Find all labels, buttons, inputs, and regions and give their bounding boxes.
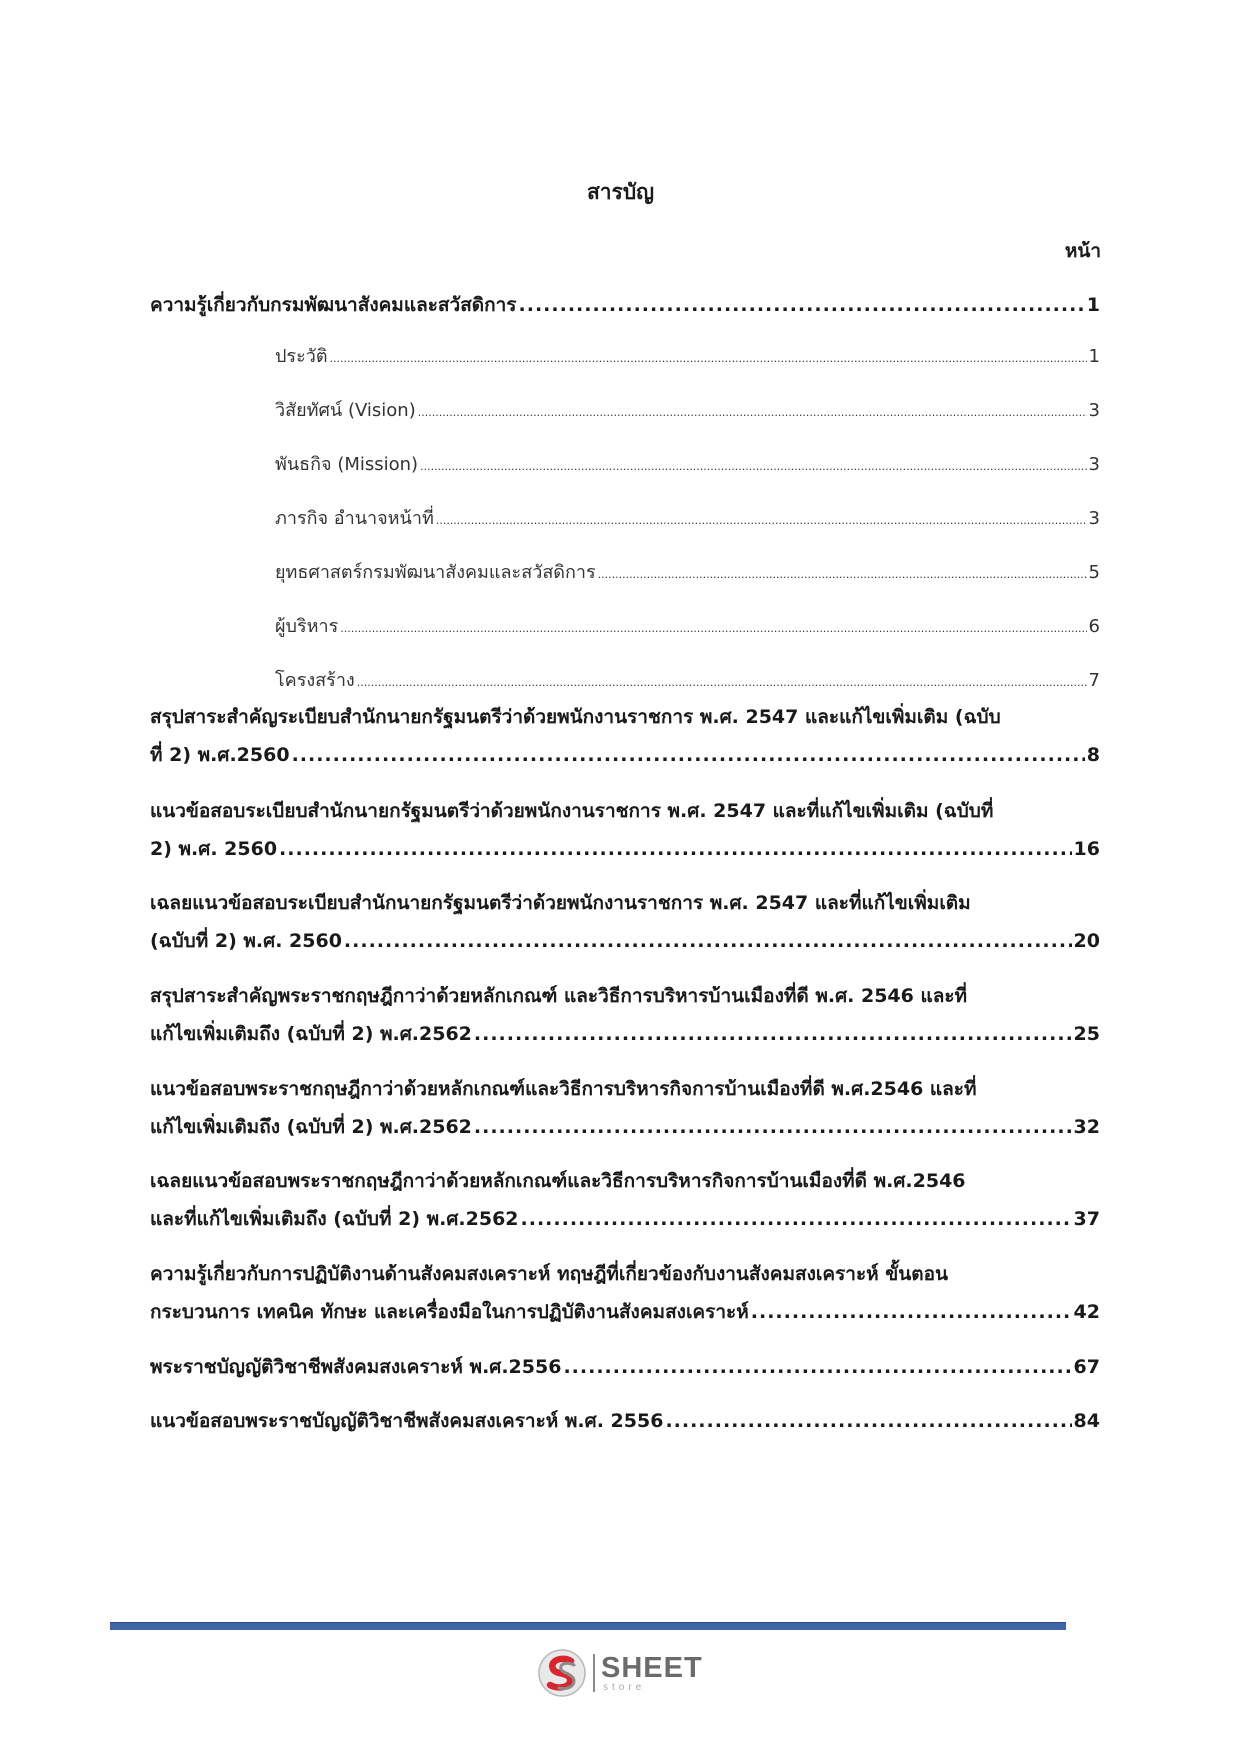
dot-leader <box>563 1348 1071 1386</box>
footer-divider <box>110 1622 1066 1630</box>
toc-entry-title: ยุทธศาสตร์กรมพัฒนาสังคมและสวัสดิการ <box>275 562 596 583</box>
toc-entry-title: กระบวนการ เทคนิค ทักษะ และเครื่องมือในการปฏิบัติงานสังคมสงเคราะห์ <box>150 1301 749 1323</box>
page-title: สารบัญ <box>586 180 655 204</box>
toc-entry <box>150 1255 1100 1331</box>
toc-entry <box>150 286 1100 324</box>
toc-entry <box>150 1348 1100 1386</box>
footer-logo <box>537 1648 703 1698</box>
toc-entry <box>150 1162 1100 1238</box>
toc-page-number: 32 <box>1073 1116 1100 1138</box>
toc-entry-title: แก้ไขเพิ่มเติมถึง (ฉบับที่ 2) พ.ศ.2562 <box>150 1116 472 1138</box>
page-column-label: หน้า <box>1064 240 1101 262</box>
toc-entry-title-line: ความรู้เกี่ยวกับการปฏิบัติงานด้านสังคมสงเคราะห์ ทฤษฎีที่เกี่ยวข้องกับงานสังคมสงเคราะห์ ขั้นตอน <box>150 1263 948 1285</box>
toc-entry-title: และที่แก้ไขเพิ่มเติมถึง (ฉบับที่ 2) พ.ศ.2562 <box>150 1208 519 1230</box>
dot-leader <box>357 664 1087 702</box>
toc-subentry <box>275 446 1100 486</box>
toc-page-number: 20 <box>1073 930 1100 952</box>
toc-entry-title: แก้ไขเพิ่มเติมถึง (ฉบับที่ 2) พ.ศ.2562 <box>150 1023 472 1045</box>
toc-entry <box>150 698 1100 774</box>
toc-entry-title: ภารกิจ อำนาจหน้าที่ <box>275 508 434 529</box>
toc-page-number: 25 <box>1073 1023 1100 1045</box>
toc-entry-title-line: สรุปสาระสำคัญระเบียบสำนักนายกรัฐมนตรีว่าด้วยพนักงานราชการ พ.ศ. 2547 และแก้ไขเพิ่มเติม (ฉบับ <box>150 706 1001 728</box>
toc-page-number: 5 <box>1088 562 1100 583</box>
toc-entry-title-line: เฉลยแนวข้อสอบระเบียบสำนักนายกรัฐมนตรีว่าด้วยพนักงานราชการ พ.ศ. 2547 และที่แก้ไขเพิ่มเติม <box>150 892 971 914</box>
toc-page-number: 7 <box>1088 670 1100 691</box>
dot-leader <box>420 448 1086 486</box>
toc-entry-title: พันธกิจ (Mission) <box>275 454 419 475</box>
toc-page-number: 1 <box>1086 294 1100 316</box>
toc-entry-title-line: แนวข้อสอบระเบียบสำนักนายกรัฐมนตรีว่าด้วยพนักงานราชการ พ.ศ. 2547 และที่แก้ไขเพิ่มเติม (ฉบับที่ <box>150 800 994 822</box>
toc-entry <box>150 977 1100 1053</box>
toc-entry-title: วิสัยทัศน์ (Vision) <box>275 400 416 421</box>
dot-leader <box>665 1402 1071 1440</box>
dot-leader <box>344 922 1072 960</box>
dot-leader <box>519 286 1085 324</box>
toc-page-number: 8 <box>1086 744 1100 766</box>
toc-subentry <box>275 662 1100 702</box>
dot-leader <box>521 1200 1072 1238</box>
toc-entry-title: พระราชบัญญัติวิชาชีพสังคมสงเคราะห์ พ.ศ.2556 <box>150 1356 562 1378</box>
toc-entry-title-line: เฉลยแนวข้อสอบพระราชกฤษฎีกาว่าด้วยหลักเกณฑ์และวิธีการบริหารกิจการบ้านเมืองที่ดี พ.ศ.2546 <box>150 1170 966 1192</box>
toc-page-number: 3 <box>1088 508 1100 529</box>
toc-entry-title-line: แนวข้อสอบพระราชกฤษฎีกาว่าด้วยหลักเกณฑ์และวิธีการบริหารกิจการบ้านเมืองที่ดี พ.ศ.2546 และที่ <box>150 1078 977 1100</box>
dot-leader <box>436 502 1087 540</box>
toc-page-number: 3 <box>1088 454 1100 475</box>
toc-entry-title: 2) พ.ศ. 2560 <box>150 838 278 860</box>
toc-entry <box>150 884 1100 960</box>
toc-subentry <box>275 500 1100 540</box>
toc-entry-title: ผู้บริหาร <box>275 616 339 637</box>
dot-leader <box>292 736 1085 774</box>
toc-subentry <box>275 554 1100 594</box>
logo-wordmark: SHEET <box>601 1651 703 1684</box>
toc-entry-title: ที่ 2) พ.ศ.2560 <box>150 744 290 766</box>
toc-entry-title: ความรู้เกี่ยวกับกรมพัฒนาสังคมและสวัสดิการ <box>150 294 517 316</box>
toc-page-number: 1 <box>1088 346 1100 367</box>
dot-leader <box>474 1015 1072 1053</box>
logo-subtext: store <box>603 1681 646 1693</box>
toc-page-number: 84 <box>1073 1410 1100 1432</box>
toc-entry <box>150 1070 1100 1146</box>
dot-leader <box>474 1108 1072 1146</box>
logo-separator <box>593 1654 595 1692</box>
toc-subentry <box>275 338 1100 378</box>
dot-leader <box>340 610 1086 648</box>
toc-page-number: 16 <box>1073 838 1100 860</box>
toc-page-number: 42 <box>1073 1301 1100 1323</box>
toc-subentry <box>275 392 1100 432</box>
dot-leader <box>279 830 1072 868</box>
toc-page-number: 3 <box>1088 400 1100 421</box>
toc-page-number: 37 <box>1073 1208 1100 1230</box>
toc-page-number: 67 <box>1073 1356 1100 1378</box>
dot-leader <box>418 394 1087 432</box>
sheet-store-logo-icon <box>537 1648 587 1698</box>
toc-entry-title: (ฉบับที่ 2) พ.ศ. 2560 <box>150 930 342 952</box>
toc-entry-title: แนวข้อสอบพระราชบัญญัติวิชาชีพสังคมสงเคราะห์ พ.ศ. 2556 <box>150 1410 664 1432</box>
toc-subentry <box>275 608 1100 648</box>
toc-entry <box>150 792 1100 868</box>
toc-entry <box>150 1402 1100 1440</box>
toc-entry-title: ประวัติ <box>275 346 328 367</box>
toc-entry-title: โครงสร้าง <box>275 670 355 691</box>
dot-leader <box>751 1293 1072 1331</box>
dot-leader <box>330 340 1087 378</box>
dot-leader <box>598 556 1087 594</box>
toc-page-number: 6 <box>1088 616 1100 637</box>
toc-entry-title-line: สรุปสาระสำคัญพระราชกฤษฎีกาว่าด้วยหลักเกณฑ์ และวิธีการบริหารบ้านเมืองที่ดี พ.ศ. 2546 และที่ <box>150 985 968 1007</box>
